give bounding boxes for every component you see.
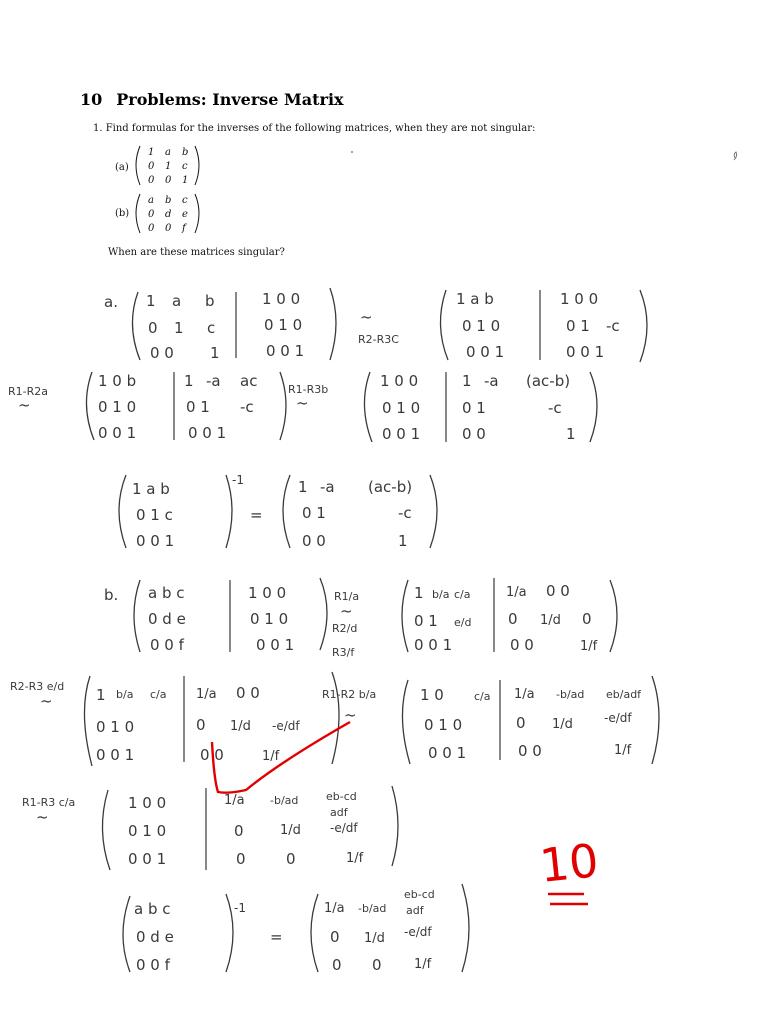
row-op-label: R3/f — [332, 646, 355, 659]
row-op-label: R1/a — [334, 590, 360, 603]
row-op-label: R1-R3b — [288, 383, 329, 396]
section-title: Problems: Inverse Matrix — [116, 90, 344, 109]
hw-entry: adf — [330, 806, 348, 819]
grade-underline-icon — [548, 894, 588, 904]
matrix-a-entry: 0 — [148, 161, 155, 172]
row-op-label: R2/d — [332, 622, 358, 635]
matrix-b-entry: e — [182, 209, 188, 220]
hw-entry: 0 1 — [566, 317, 590, 335]
hw-entry: -a — [484, 372, 499, 390]
dot-mark-icon — [351, 151, 353, 153]
hw-entry: 1 a b — [456, 290, 494, 308]
hw-entry: 0 1 0 — [128, 822, 167, 840]
hw-entry: 0 — [332, 956, 342, 974]
hw-entry: 1/a — [324, 901, 345, 916]
hw-entry: 1 — [184, 372, 194, 390]
hw-entry: 1 0 0 — [128, 794, 167, 812]
matrix-a-entry: c — [182, 161, 188, 172]
hw-entry: 0 0 — [510, 636, 534, 654]
hw-entry: c — [207, 319, 216, 337]
row-op-label: R1-R2a — [8, 385, 48, 398]
hw-entry: 1/f — [262, 749, 280, 764]
hw-entry: 0 0 1 — [466, 343, 505, 361]
hw-entry: b/a — [432, 588, 450, 601]
hw-entry: 1 — [462, 372, 472, 390]
hw-entry: 1/d — [540, 613, 561, 628]
hw-entry: 0 0 1 — [566, 343, 605, 361]
hw-entry: 0 0 — [546, 582, 570, 600]
hw-entry: -b/ad — [556, 688, 585, 701]
hw-entry: eb/adf — [606, 688, 642, 701]
matrix-b-entry: 0 — [165, 223, 172, 234]
tilde-symbol: ~ — [18, 396, 31, 414]
hw-entry: eb-cd — [326, 790, 357, 803]
hw-entry: eb-cd — [404, 888, 435, 901]
hw-entry: (ac-b) — [368, 478, 413, 496]
hw-entry: -c — [240, 398, 254, 416]
hw-entry: 1 0 b — [98, 372, 137, 390]
inverse-exponent: -1 — [232, 473, 244, 487]
part-b-work — [10, 578, 659, 974]
hw-entry: 0 0 1 — [266, 342, 305, 360]
matrix-b-entry: a — [148, 195, 154, 206]
hw-entry: b/a — [116, 688, 134, 701]
hw-entry: 1 — [210, 344, 220, 362]
hw-entry: -e/df — [404, 925, 432, 939]
hw-entry: c/a — [474, 690, 491, 703]
matrix-a-entry: 1 — [148, 147, 155, 158]
matrix-a-entry: 1 — [182, 175, 189, 186]
matrix-b-entry: f — [182, 223, 186, 234]
hw-entry: 0 d e — [136, 928, 174, 946]
hw-entry: a b c — [134, 900, 171, 918]
hw-entry: 0 — [196, 716, 206, 734]
hw-entry: a b c — [148, 584, 185, 602]
hw-entry: 1/f — [414, 957, 432, 972]
hw-entry: 0 1 0 — [250, 610, 289, 628]
equals-sign: = — [270, 928, 283, 946]
matrix-a-entry: 0 — [148, 175, 155, 186]
part-b-label-hw: b. — [104, 586, 119, 604]
hw-entry: 0 0 1 — [382, 425, 421, 443]
hw-entry: 0 0 — [462, 425, 486, 443]
hw-entry: 0 0 1 — [98, 424, 137, 442]
row-op-label: R2-R3C — [358, 333, 399, 346]
matrix-b-entry: 0 — [148, 223, 155, 234]
hw-entry: 0 0 1 — [256, 636, 295, 654]
grade-score: 10 — [537, 833, 602, 893]
hw-entry: 0 0 — [150, 344, 174, 362]
tilde-symbol: ~ — [344, 706, 357, 724]
hw-entry: 1/f — [580, 639, 598, 654]
hw-entry: 1 — [398, 532, 408, 550]
inverse-exponent: -1 — [234, 901, 246, 915]
hw-entry: (ac-b) — [526, 372, 571, 390]
stray-mark-icon — [734, 152, 737, 160]
hw-entry: 0 — [286, 850, 296, 868]
hw-entry: c/a — [150, 688, 167, 701]
matrix-b-entry: c — [182, 195, 188, 206]
hw-entry: 0 0 1 — [96, 746, 135, 764]
hw-entry: 1/d — [230, 719, 251, 734]
part-a-work — [8, 288, 647, 550]
hw-entry: 1/f — [346, 851, 364, 866]
hw-entry: 0 — [372, 956, 382, 974]
hw-entry: 1 a b — [132, 480, 170, 498]
hw-entry: 1/a — [514, 687, 535, 702]
hw-entry: 0 0 f — [136, 956, 170, 974]
row-op-label: R2-R3 e/d — [10, 680, 65, 693]
tilde-symbol: ~ — [40, 692, 53, 710]
equals-sign: = — [250, 506, 263, 524]
hw-entry: 0 — [236, 850, 246, 868]
hw-entry: 0 1 0 — [98, 398, 137, 416]
hw-entry: -b/ad — [270, 794, 299, 807]
hw-entry: 0 1 0 — [382, 399, 421, 417]
part-a-label-hw: a. — [104, 293, 118, 311]
hw-entry: 0 1 0 — [96, 718, 135, 736]
hw-entry: 0 0 1 — [428, 744, 467, 762]
hw-entry: 0 d e — [148, 610, 186, 628]
matrix-a-entry: b — [182, 147, 189, 158]
problem-statement: 1. Find formulas for the inverses of the following matrices, when they are not singular: — [93, 123, 536, 134]
hw-entry: 1/a — [506, 585, 527, 600]
matrix-a-entry: a — [165, 147, 171, 158]
hw-entry: -a — [206, 372, 221, 390]
hw-entry: 0 — [330, 928, 340, 946]
hw-entry: 0 1 0 — [462, 317, 501, 335]
hw-entry: 1 — [174, 319, 184, 337]
matrix-b-entry: d — [165, 209, 172, 220]
hw-entry: 0 — [508, 610, 518, 628]
hw-entry: 1/a — [224, 793, 245, 808]
hw-entry: -c — [548, 399, 562, 417]
hw-entry: 0 0 1 — [414, 636, 453, 654]
section-number: 10 — [80, 90, 103, 109]
hw-entry: 1 — [566, 425, 576, 443]
hw-entry: 1/d — [280, 823, 301, 838]
matrix-a-entry: 1 — [165, 161, 172, 172]
part-a-label: (a) — [115, 162, 129, 173]
tilde-symbol: ~ — [36, 808, 49, 826]
hw-entry: a — [172, 292, 182, 310]
hw-entry: e/d — [454, 616, 472, 629]
hw-entry: 0 — [148, 319, 158, 337]
tilde-symbol: ~ — [360, 308, 373, 326]
hw-entry: -a — [320, 478, 335, 496]
tilde-symbol: ~ — [340, 602, 353, 620]
hw-entry: 0 1 0 — [424, 716, 463, 734]
hw-entry: 0 — [516, 714, 526, 732]
hw-entry: b — [205, 292, 215, 310]
hw-entry: 1 — [298, 478, 308, 496]
matrix-b-entry: b — [165, 195, 172, 206]
hw-entry: 1 — [146, 292, 156, 310]
hw-entry: 0 1 — [462, 399, 486, 417]
printed-matrix-b — [136, 194, 199, 234]
hw-entry: 0 — [234, 822, 244, 840]
hw-entry: 1 — [414, 584, 424, 602]
hw-entry: -c — [606, 317, 620, 335]
hw-entry: -b/ad — [358, 902, 387, 915]
hw-entry: 0 0 — [518, 742, 542, 760]
printed-matrix-a — [136, 146, 199, 186]
hw-entry: -e/df — [604, 711, 632, 725]
hw-entry: 0 1 — [302, 504, 326, 522]
hw-entry: 0 0 — [302, 532, 326, 550]
hw-entry: adf — [406, 904, 424, 917]
matrix-a-entry: 0 — [165, 175, 172, 186]
part-b-label: (b) — [115, 208, 130, 219]
hw-entry: 1 — [96, 686, 106, 704]
hw-entry: 1 0 0 — [560, 290, 599, 308]
hw-entry: 0 1 0 — [264, 316, 303, 334]
hw-entry: 1 0 0 — [380, 372, 419, 390]
hw-entry: 0 0 1 — [188, 424, 227, 442]
hw-entry: c/a — [454, 588, 471, 601]
hw-entry: 0 0 — [200, 746, 224, 764]
hw-entry: ac — [240, 372, 258, 390]
hw-entry: 1 0 0 — [248, 584, 287, 602]
hw-entry: 0 0 1 — [136, 532, 175, 550]
hw-entry: 1/d — [552, 717, 573, 732]
tilde-symbol: ~ — [296, 394, 309, 412]
hw-entry: 0 1 — [186, 398, 210, 416]
row-op-label: R1-R2 b/a — [322, 688, 377, 701]
hw-entry: 1/a — [196, 687, 217, 702]
hw-entry: 1 0 0 — [262, 290, 301, 308]
hw-entry: -e/df — [330, 821, 358, 835]
row-op-label: R1-R3 c/a — [22, 796, 76, 809]
hw-entry: 1/d — [364, 931, 385, 946]
hw-entry: 0 0 1 — [128, 850, 167, 868]
hw-entry: -c — [398, 504, 412, 522]
hw-entry: 0 0 f — [150, 636, 184, 654]
hw-entry: 0 1 — [414, 612, 438, 630]
hw-entry: 1/f — [614, 743, 632, 758]
hw-entry: -e/df — [272, 719, 300, 733]
hw-entry: 0 — [582, 610, 592, 628]
singular-question: When are these matrices singular? — [108, 247, 285, 258]
matrix-b-entry: 0 — [148, 209, 155, 220]
hw-entry: 1 0 — [420, 686, 444, 704]
hw-entry: 0 0 — [236, 684, 260, 702]
hw-entry: 0 1 c — [136, 506, 173, 524]
